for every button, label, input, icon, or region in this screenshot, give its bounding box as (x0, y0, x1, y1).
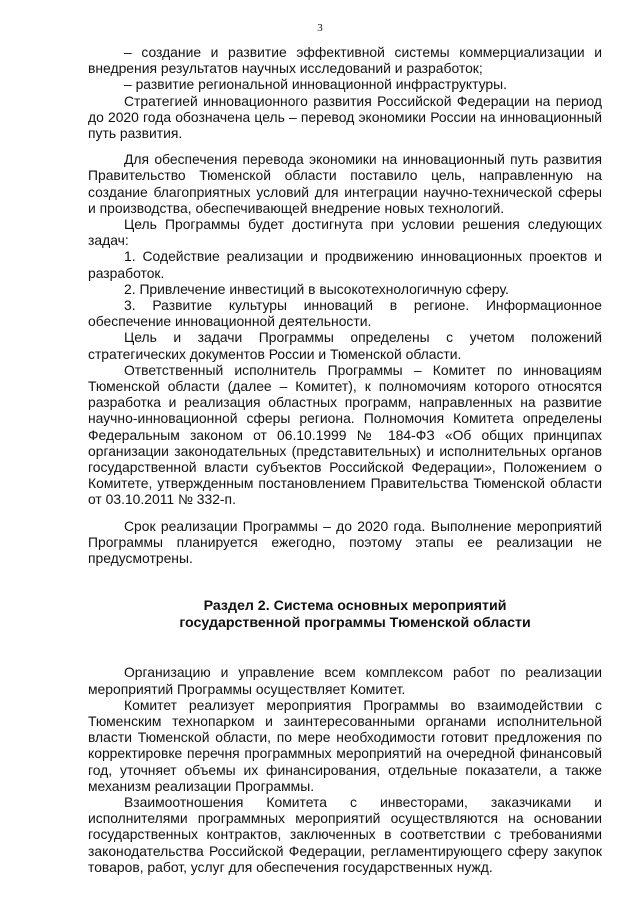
paragraph: Взаимоотношения Комитета с инвесторами, заказчиками и исполнителями программных мероприятий осуществляются на основании государственных контрактов, заключенных в соответствии с требованиями законодательства Российской Федерации, регламентирующего сферу закупок товаров, работ, услуг для обеспечения государственных нужд. (88, 793, 602, 875)
paragraph: Срок реализации Программы – до 2020 года. Выполнение мероприятий Программы планируется ежегодно, поэтому этапы ее реализации не предусмотрены. (88, 517, 602, 567)
paragraph: Комитет реализует мероприятия Программы во взаимодействии с Тюменским технопарком и заинтересованными органами исполнительной власти Тюменской области, по мере необходимости готовит предложения по корректировке перечня программных мероприятий на очередной финансовый год, уточняет объемы их финансирования, отдельные показатели, а также механизм реализации Программы. (88, 696, 602, 794)
paragraph: Цель Программы будет достигнута при условии решения следующих задач: (88, 216, 602, 249)
paragraph: Цель и задачи Программы определены с учетом положений стратегических документов России и Тюменской области. (88, 329, 602, 362)
paragraph: – развитие региональной инновационной инфраструктуры. (124, 76, 507, 93)
paragraph: Стратегией инновационного развития Российской Федерации на период до 2020 года обозначена цель – перевод экономики России на инновационный путь развития. (88, 92, 602, 142)
paragraph: Ответственный исполнитель Программы – Комитет по инновациям Тюменской области (далее – Комитет), к полномочиям которого относятся разработка и реализация областных программ, направленных на развитие научно-инновационной сферы региона. Полномочия Комитета определены Федеральным законом от 06.10.1999 № 184-ФЗ «Об общих принципах организации законодательных (представительных) и исполнительных органов государственной власти субъектов Российской Федерации», Положением о Комитете, утвержденным постановлением Правительства Тюменской области от 03.10.2011 № 332-п. (88, 361, 602, 508)
paragraph: – создание и развитие эффективной системы коммерциализации и внедрения результатов научных исследований и разработок; (88, 44, 602, 77)
document-body (88, 44, 602, 875)
section-heading-line-1: Раздел 2. Система основных мероприятий (203, 598, 507, 615)
list-item: 3. Развитие культуры инноваций в регионе. Информационное обеспечение инновационной деятельности. (88, 297, 602, 330)
paragraph: Для обеспечения перевода экономики на инновационный путь развития Правительство Тюменской области поставило цель, направленную на создание благоприятных условий для интеграции научно-технической сферы и производства, обеспечивающей внедрение новых технологий. (88, 151, 602, 216)
list-item: 2. Привлечение инвестиций в высокотехнологичную сферу. (124, 280, 509, 297)
section-heading-line-2: государственной программы Тюменской области (179, 615, 531, 632)
list-item: 1. Содействие реализации и продвижению инновационных проектов и разработок. (88, 248, 602, 281)
page-number: 3 (317, 22, 323, 34)
paragraph: Организацию и управление всем комплексом работ по реализации мероприятий Программы осуществляет Комитет. (88, 664, 602, 697)
